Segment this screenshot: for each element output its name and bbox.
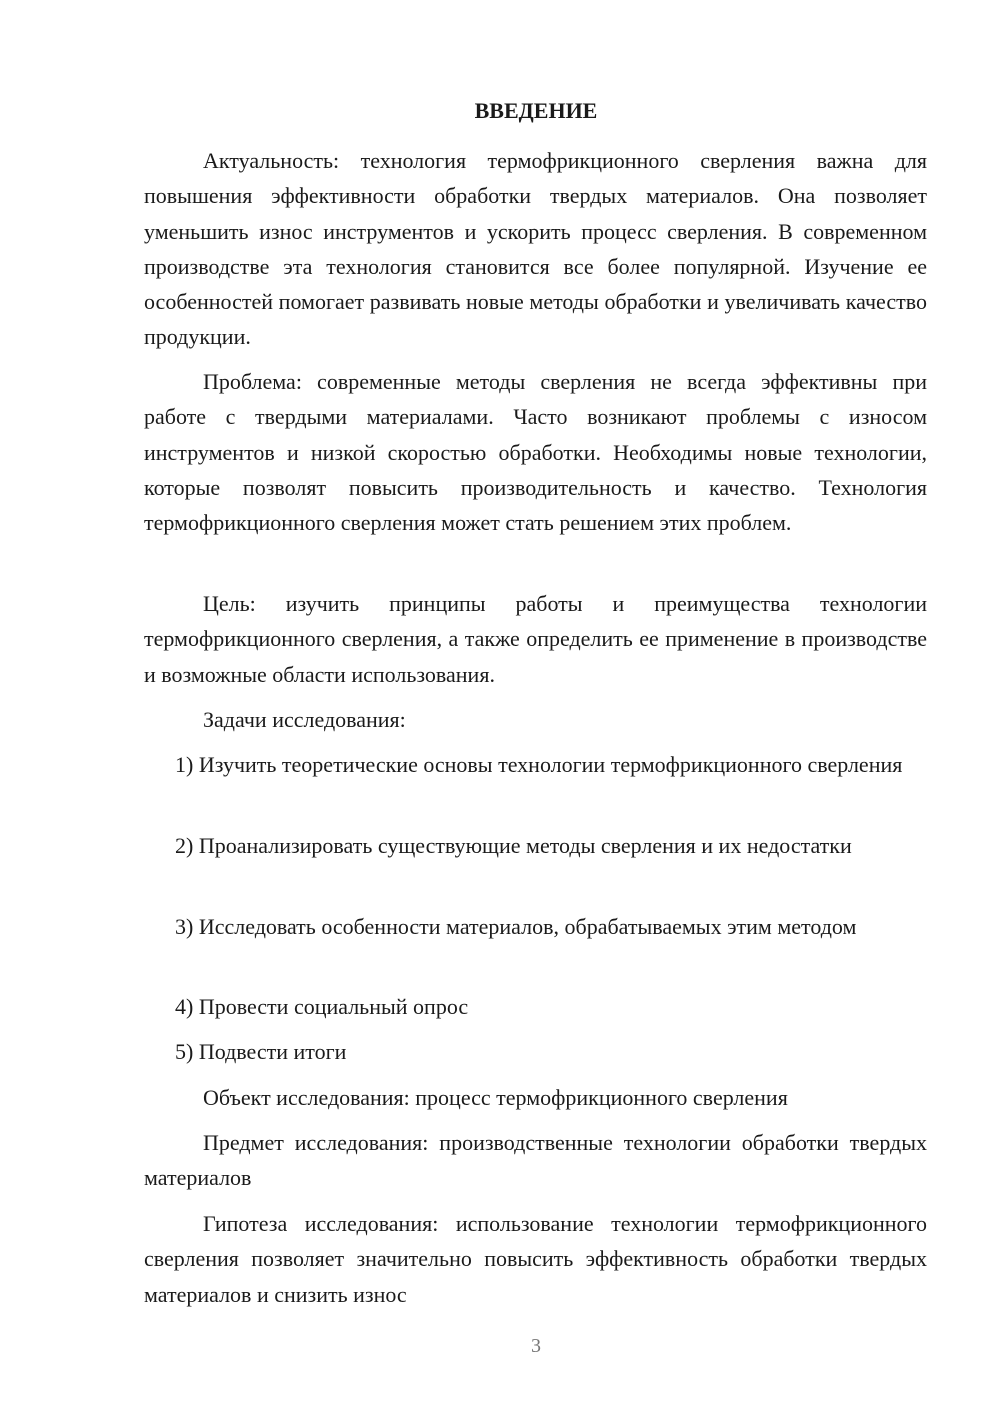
hypothesis-paragraph: Гипотеза исследования: использование технологии термофрикционного сверления позволяет значительно повысить эффективность обработки твердых материалов и снизить износ <box>144 1211 927 1307</box>
task-item-1: 1) Изучить теоретические основы технологии термофрикционного сверления <box>175 752 903 777</box>
problem-paragraph: Проблема: современные методы сверления не всегда эффективны при работе с твердыми материалами. Часто возникают проблемы с износом инструментов и низкой скоростью обработки. Необходимы новые технологии, которые позволят повысить производительность и качество. Технология термофрикционного сверления может стать решением этих проблем. <box>144 369 927 536</box>
page-number: 3 <box>531 1335 541 1357</box>
page-title: ВВЕДЕНИЕ <box>474 98 598 123</box>
task-item-4: 4) Провести социальный опрос <box>175 994 469 1019</box>
object-paragraph: Объект исследования: процесс термофрикционного сверления <box>203 1085 788 1110</box>
task-item-5: 5) Подвести итоги <box>175 1039 347 1064</box>
goal-paragraph: Цель: изучить принципы работы и преимущества технологии термофрикционного сверления, а также определить ее применение в производстве и возможные области использования. <box>144 591 927 687</box>
relevance-paragraph: Актуальность: технология термофрикционного сверления важна для повышения эффективности обработки твердых материалов. Она позволяет уменьшить износ инструментов и ускорить процесс сверления. В современном производстве эта технология становится все более популярной. Изучение ее особенностей помогает развивать новые методы обработки и увеличивать качество продукции. <box>144 148 927 350</box>
task-item-2: 2) Проанализировать существующие методы сверления и их недостатки <box>175 833 852 858</box>
task-item-3: 3) Исследовать особенности материалов, обрабатываемых этим методом <box>175 914 857 939</box>
tasks-heading: Задачи исследования: <box>203 707 406 732</box>
subject-paragraph: Предмет исследования: производственные технологии обработки твердых материалов <box>144 1130 927 1191</box>
